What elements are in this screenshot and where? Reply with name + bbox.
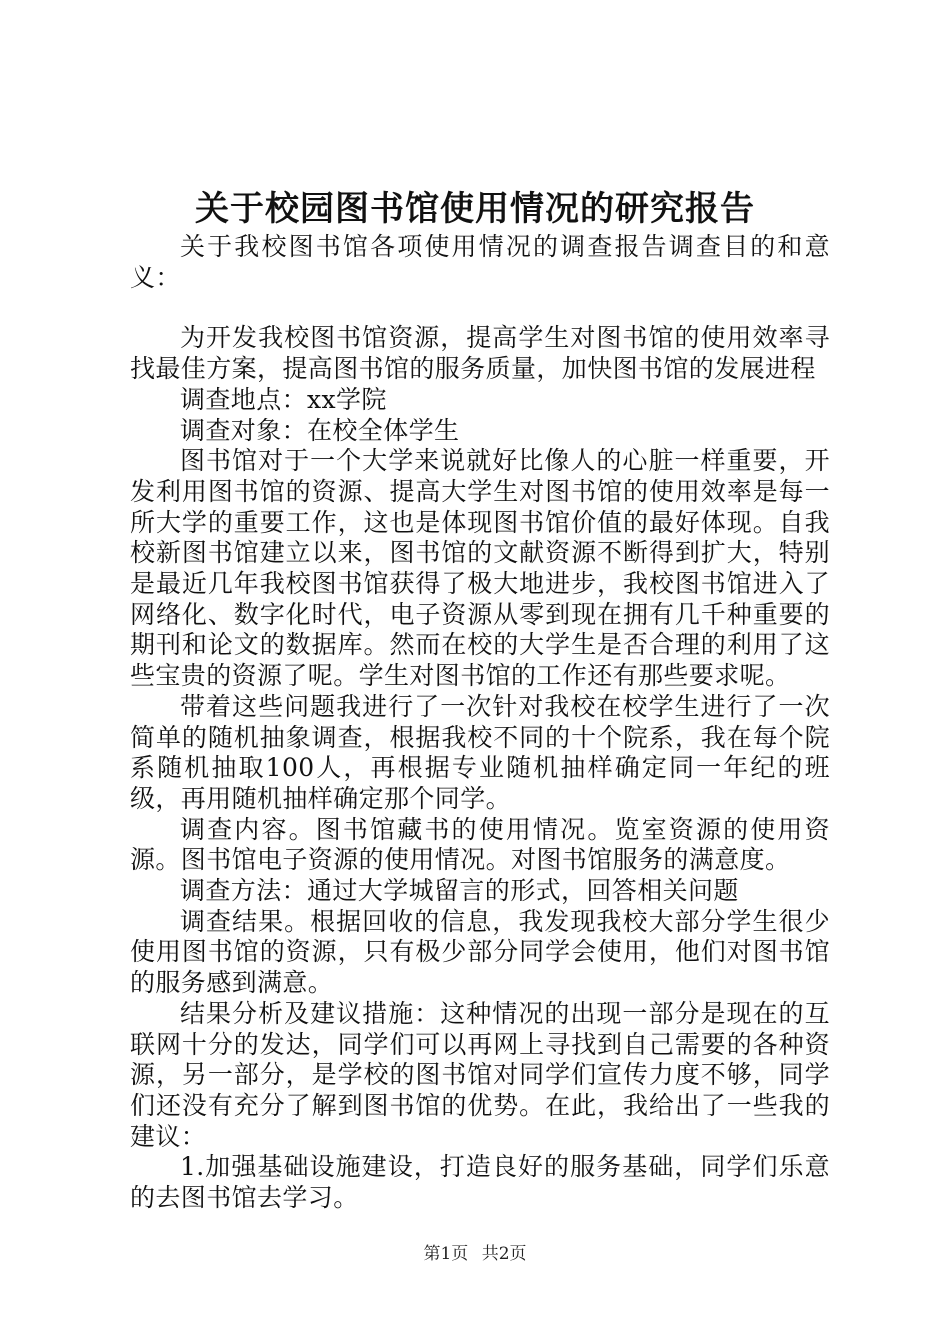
intro-paragraph: 关于我校图书馆各项使用情况的调查报告调查目的和意义： [130, 232, 830, 292]
subject-paragraph: 调查对象：在校全体学生 [180, 415, 460, 445]
location-paragraph: 调查地点：xx学院 [180, 384, 387, 414]
page-total: 共2页 [481, 1244, 527, 1264]
result-paragraph: 调查结果。根据回收的信息，我发现我校大部分学生很少使用图书馆的资源，只有极少部分同学会使用，他们对图书馆的服务感到满意。 [130, 906, 830, 998]
document-title: 关于校园图书馆使用情况的研究报告 [195, 189, 755, 229]
analysis-paragraph: 结果分析及建议措施：这种情况的出现一部分是现在的互联网十分的发达，同学们可以再网上寻找到自己需要的各种资源，另一部分，是学校的图书馆对同学们宣传力度不够，同学们还没有充分了解到图书馆的优势。在此，我给出了一些我的建议： [130, 998, 830, 1151]
page-number: 第1页 [423, 1244, 469, 1264]
page-footer [0, 1242, 950, 1266]
method-paragraph: 调查方法：通过大学城留言的形式，回答相关问题 [180, 876, 739, 906]
background-paragraph: 图书馆对于一个大学来说就好比像人的心脏一样重要，开发利用图书馆的资源、提高大学生对图书馆的使用效率是每一所大学的重要工作，这也是体现图书馆价值的最好体现。自我校新图书馆建立以来，图书馆的文献资源不断得到扩大，特别是最近几年我校图书馆获得了极大地进步，我校图书馆进入了网络化、数字化时代，电子资源从零到现在拥有几千种重要的期刊和论文的数据库。然而在校的大学生是否合理的利用了这些宝贵的资源了呢。学生对图书馆的工作还有那些要求呢。 [130, 446, 830, 691]
document-body [130, 232, 830, 1214]
suggestion-item: 1.加强基础设施建设，打造良好的服务基础，同学们乐意的去图书馆去学习。 [130, 1152, 830, 1213]
sampling-paragraph: 带着这些问题我进行了一次针对我校在校学生进行了一次简单的随机抽象调查，根据我校不同的十个院系，我在每个院系随机抽取100人，再根据专业随机抽样确定同一年纪的班级，再用随机抽样确定那个同学。 [130, 691, 830, 813]
purpose-paragraph: 为开发我校图书馆资源，提高学生对图书馆的使用效率寻找最佳方案，提高图书馆的服务质量，加快图书馆的发展进程 [130, 323, 830, 384]
blank-line [130, 293, 830, 323]
content-paragraph: 调查内容。图书馆藏书的使用情况。览室资源的使用资源。图书馆电子资源的使用情况。对图书馆服务的满意度。 [130, 814, 830, 875]
